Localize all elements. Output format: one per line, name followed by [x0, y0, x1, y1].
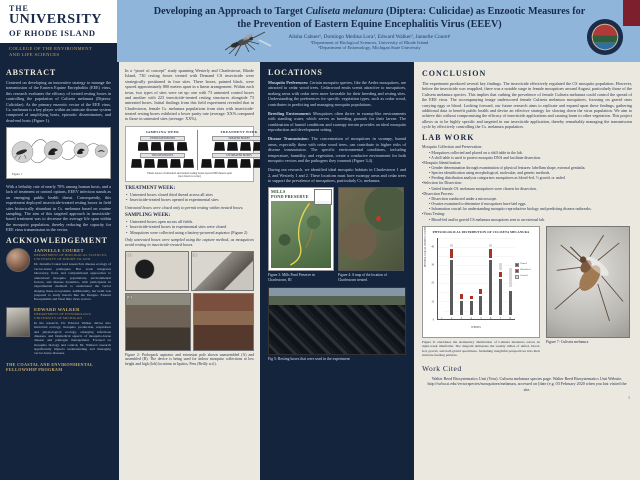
locations-paragraph-4: During our research, we identified ideal mosquito habitats in Charlestown 1 and 2, and Westerly 1 and 2. These locations must have swampy areas and cedar trees to support the prevalence of mosquitoes, particularly Cs. melanura. — [268, 167, 406, 183]
acknowledgement-person-couret — [6, 248, 111, 301]
bar-segment — [439, 314, 444, 316]
treatment-week-list — [125, 192, 254, 203]
conclusion-heading: CONCLUSION — [422, 69, 487, 78]
bar-segment — [459, 300, 464, 316]
diagram-panel-treatment: TREATMENT WEEK TREATED BOXES UNTREATED BOXES — [197, 130, 262, 170]
figure2-photo-c2 — [193, 293, 254, 351]
figure7-caption: Figure 7: Culiseta melanura — [546, 339, 589, 344]
list-item: • Untreated boxes open across all fields. — [125, 219, 254, 224]
y-tick-label: 30 — [431, 263, 434, 267]
legend-color-chip — [515, 275, 519, 279]
lab-work-list — [422, 145, 632, 222]
affiliation-2: ²Department of Entomology, Michigan State University — [318, 45, 421, 51]
bar-segment — [469, 300, 474, 316]
locations-paragraph-2: Breeding Environment: Mosquitoes often thrive in swamp-like environments with standing water, which serves as breeding grounds for their larvae. The combination of humid conditions and swampy terrain provides an ideal mosquito reproduction and development setting. — [268, 110, 406, 132]
legend-label: Unfed — [520, 262, 527, 266]
bar-segment — [449, 248, 454, 258]
diagram-caption: Visual layout of untreated and treated resting boxes spaced 800 meters apart (not drawn to scale) — [146, 171, 233, 179]
locations-heading: LOCATIONS — [268, 68, 323, 77]
resting-box-protocol-diagram — [125, 126, 258, 182]
figure2-photo-c: (C) — [125, 293, 191, 351]
figure2-aspirator-photos — [125, 251, 254, 351]
lab-work-line: • Dissection conducted under a microscope. — [429, 196, 498, 201]
title-block — [117, 0, 622, 62]
bar-column — [469, 238, 474, 320]
lab-work-line: •Mosquito Identification: — [422, 160, 462, 165]
figure6-bar-chart — [422, 226, 540, 338]
map-legend-inset — [314, 189, 332, 205]
bar-column — [478, 238, 483, 320]
list-item: • Mosquitoes were collected using a battery-powered aspirator (Figure 2) — [125, 230, 254, 235]
list-item: • Insecticide-treated boxes opened in experimental sites — [125, 197, 254, 202]
bar-segment — [478, 295, 483, 316]
abstract-heading: ABSTRACT — [6, 68, 56, 77]
box-row — [201, 159, 262, 168]
bar-segment — [498, 262, 503, 271]
couret-bio: Dr. Jannelle Couret lead research in disease ecology of vector-borne pathogens. Her work integrates laboratory, field, and computational approaches to understand mosquito populations, environmental factors, and disease dynamics, with participants in experimental methods to understand the vector shaping these ecosystems. Additionally, her team was prepared to study insects like the Dengue, Eastern Encephalitis and West Nile virus vectors. — [34, 262, 111, 302]
bar-segment — [498, 278, 503, 316]
corner-accent — [623, 0, 640, 26]
bar-x-tick: 8 — [509, 316, 511, 320]
authors-line: Alisha Cabuer¹, Domingo Medina Lora¹, Edward Walker², Jannelle Couret¹ — [288, 33, 451, 40]
box-row — [131, 159, 194, 168]
fellowship-program-label: THE COASTAL AND ENVIRONMENTAL FELLOWSHIP PROGRAM — [6, 361, 93, 373]
chart-legend — [515, 263, 538, 281]
sampling-week-note: Only untreated boxes were sampled using the capture method, as mosquitoes avoid resting in insecticide-treated boxes. — [125, 236, 254, 248]
lab-work-line: • A chill table is used to protect mosquito DNA and facilitate dissection. — [429, 155, 541, 160]
figure4-caption: Figure 4: A map of the location of Charlestown treated. — [338, 273, 387, 283]
figure1-label: Figure 1 — [11, 172, 23, 177]
abstract-paragraph-2: With a lethality rate of nearly 70% among human hosts, and a lack of treatment or control options, EEEV infection stands as an emerging public health threat. Consequently, this experiment deployed insecticide-treated resting boxes in field sites historically abundant in Cs. melanura based on routine sampling. The aim of this targeted approach in insecticide-based treatment was to decrease the average life span within the mosquito population, thereby reducing the capacity for EEE virus transmission in the vector. — [6, 184, 111, 232]
lab-work-line: •Dissection Process: — [422, 191, 454, 196]
lab-work-line: •Virus Testing: — [422, 212, 446, 217]
walker-department: DEPARTMENT OF ENTOMOLOGY, UNIVERSITY OF MICHIGAN — [34, 311, 92, 320]
bar-segment — [459, 293, 464, 300]
lab-work-line: • Unfed female CS. melanura mosquitoes were chosen for dissection. — [429, 186, 537, 191]
legend-item — [515, 263, 538, 267]
figure3-caption: Figure 3: Mills Pond Preserve in Charlestown, RI — [268, 273, 315, 283]
university-logo — [0, 0, 117, 43]
bar-segment — [449, 259, 454, 316]
figure2-photo-b: (B) — [191, 251, 255, 291]
lab-work-line: •Selection for Dissection: — [422, 181, 462, 186]
poster-header — [0, 0, 640, 62]
page-number: 3 — [627, 395, 630, 401]
bar-segment — [488, 259, 493, 316]
conclusion-paragraph: The experiment produced several key findings. The insecticide effectively regulated the CS mosquito population. However, before the insecticide was reapplied, there was a notable surge in female mosquitoes around August, particularly those of the Culiseta melanura species. This implies that curbing the prevalence of female Culiseta melanura could control the spread of the EEE virus. The accompanying image underscored female Culiseta melanura mosquitoes, focusing on gravid ones carrying eggs or blood. Looking forward, our future research aims to replicate and expand upon these findings, gathering additional data to benefit public health and devise an effective strategy for slowing down the virus population. We aim to achieve this without compromising the efficacy of insecticide applications and causing harm to other vegetation. This project allows us to be highly specific and targeted in our insecticide application, thereby remarkably managing the transmission cycle by effectively controlling the Cs. melanura population. — [422, 81, 632, 129]
bar-segment — [478, 288, 483, 295]
box-row — [131, 142, 194, 151]
bar-x-tick: 1 — [441, 316, 443, 320]
work-cited-heading: Work Cited — [422, 363, 462, 373]
figure5-resting-boxes-photo — [268, 287, 406, 355]
lab-work-line: • Ovaries examined to determine if mosquitoes have laid eggs. — [429, 202, 527, 207]
locations-paragraph-3: Disease Transmission: The concentration of mosquitoes in swampy, humid areas, especially those with cedar wood trees, can contribute to higher risks of disease transmission. The specific environmental conditions, including temperature, humidity, and vegetation, create a conducive environment for both mosquito vectors and the pathogens they transmit (Figure 3,4). — [268, 136, 407, 163]
figure7-mosquito-photo — [546, 226, 630, 338]
legend-label: Blood-fed — [520, 268, 531, 272]
lab-work-line: Mosquito Collection and Preservation: — [422, 145, 483, 150]
column-conclusion-labwork — [412, 62, 640, 480]
poster-title: Developing an Approach to Target Culiseta melanura (Diptera: Culicidae) as Enzootic Measures for the Prevention of Eastern Equine Encephalitis Virus (EEEV) — [153, 6, 586, 30]
list-item: • Untreated boxes closed third thread across all sites — [125, 192, 254, 197]
figure3-trail-map — [268, 187, 334, 271]
couret-name: JANNELLE COURET — [34, 248, 84, 254]
bar-x-tick: 4 — [470, 316, 472, 320]
bar-x-tick: 2 — [450, 316, 453, 320]
acknowledgement-person-walker — [6, 307, 111, 356]
bar-x-tick: 3 — [460, 316, 463, 320]
bar-column — [439, 238, 444, 320]
chart-y-axis-label: PHYSIOLOGICAL STATUS COUNT — [424, 226, 427, 267]
lab-work-line: • Gender determination through examination of physical features: labellum shape, external genitalia. — [429, 166, 586, 170]
work-cited-citation: Walter Reed Biosystematics Unit (Year). Culiseta melanura species page. Walter Reed Biosystematics Unit Website, http://wrbu.si.edu/vectorspecies/mosquitoes/melanura, accessed on [date (e.g. 03 February 2020 when you last visited the site. — [427, 375, 627, 392]
treatment-week-note: Untreated boxes were closed only to permit resting within treated boxes. — [125, 204, 244, 210]
column-abstract — [0, 62, 117, 480]
locations-paragraph-1: Mosquito Preferences: Certain mosquito species, like the Aedes mosquitoes, are attracted to cedar wood trees. Cedarwood emits scents attractive to mosquitoes, making areas with cedar trees more favorable for their breeding and resting sites. Understanding the preferences for specific vegetation types, such as cedar wood, contributes to predicting and managing mosquito populations. — [268, 80, 407, 107]
walker-portrait-photo — [6, 307, 30, 337]
box-row — [201, 142, 262, 151]
diagram-panel-sampling: SAMPLING WEEK UNTREATED BOXES TREATED BOXES — [128, 130, 197, 170]
bar-column — [488, 238, 493, 320]
bar-segment — [508, 290, 513, 316]
column-locations — [262, 62, 412, 480]
sampling-week-list — [125, 219, 254, 235]
y-tick-label: 0 — [432, 318, 434, 322]
figure6-caption: Figure 6: elucidates the elementary distribution of Culiseta melanura across an eight-week timeframe. The diagram delineates the weekly tallies of unfed, blood-fed, gravid, and half-gravid specimens, furnishing insightful perspectives into their intricate feeding patterns. — [422, 339, 540, 358]
walker-bio: In his research, Dr. Edward Walker delves into microbial ecology, mosquito production, respiration and physiological ecology, emerging infectious diseases, and biomedical aspects of mosquito-borne disease and pathogen management. Focused on mosquito biology and control, Dr. Walker's research significantly impacts understanding and managing vector-borne diseases. — [34, 320, 111, 356]
figure4-satellite-map — [338, 187, 404, 271]
logo-line-university: UNIVERSITY — [9, 12, 102, 27]
acknowledgement-heading: ACKNOWLEDGEMENT — [6, 236, 108, 246]
figure1-transmission-cycle-diagram — [6, 127, 111, 179]
affiliation-1: ¹Department of Biological Sciences, University of Rhode Island — [310, 39, 429, 45]
lab-work-line: • Blood-fed and/or gravid CS melanura mosquitoes sent to an external lab. — [429, 217, 545, 222]
bar-segment — [488, 248, 493, 258]
column-methods — [117, 62, 262, 480]
bar-x-tick: 5 — [480, 316, 482, 320]
methods-intro: In a “proof of concept” study spanning Westerly and Charlestown, Rhode Island, 730 resting boxes treated with Demand CS insecticide were strategically positioned in four sites. These boxes, painted black, were spaced approximately 800 meters apart in a linear arrangement. Within each town, two types of sites were set up: one with 73 untreated control boxes and another with 223 insecticide-treated resting structures alongside 73 untreated boxes. Initial findings from this field experiment revealed that in Charlestown, female Cs. melanura populations from sites with insecticide-treated resting boxes exhibited a lower parity rate (average: XX% compared to those in untreated sites (average: XX%). — [125, 68, 254, 122]
species-name-italic: Culiseta melanura — [305, 6, 384, 17]
y-tick-label: 20 — [431, 281, 434, 285]
poster-body — [0, 62, 640, 480]
bar-column — [498, 238, 503, 320]
bar-column — [449, 238, 454, 320]
bar-x-tick: 6 — [489, 316, 492, 320]
legend-item — [515, 275, 538, 279]
treatment-week-heading: TREATMENT WEEK: — [125, 186, 176, 191]
list-item: • Insecticide-treated boxes in experimental sites were closed — [125, 224, 254, 229]
chart-title: PHYSIOLOGICAL DISTRIBUTION OF CULISETA MELANURA — [432, 229, 530, 234]
map-pin-icon — [375, 215, 382, 222]
chart-bars — [437, 238, 515, 320]
y-tick-label: 40 — [431, 245, 434, 249]
legend-color-chip — [515, 269, 519, 273]
lab-work-line: • Species identification using morphological, molecular, and genetic methods. — [429, 171, 551, 176]
couret-portrait-photo — [6, 248, 30, 272]
legend-color-chip — [515, 263, 519, 267]
map-terrain — [271, 201, 331, 268]
bar-segment — [498, 271, 503, 278]
legend-label: Gravid — [520, 274, 528, 278]
lab-work-heading: LAB WORK — [422, 133, 475, 143]
abstract-paragraph-1: Centered on developing an innovative strategy to manage the transmission of the Eastern Equine Encephalitis (EEE) virus, this research evaluates the efficacy of treated resting boxes in controlling the population of Culiseta melanura (Diptera: Culicidae). As the primary enzootic vector of the EEE virus, Cs. melanura is a key player within an intricate disease system composed of amplifying hosts, epizootic disseminators, and dead-end hosts (Figure 1). — [6, 80, 111, 123]
lab-work-line: • Information crucial for understanding mosquito reproductive biology and predicting disease outbreaks. — [429, 207, 592, 212]
couret-department: DEPARTMENT OF BIOLOGICAL SCIENCES, UNIVERSITY OF RHODE ISLAND — [34, 253, 108, 262]
figure2-photo-a: (A) — [125, 251, 189, 291]
lab-work-line: • Feeding distribution analysis categorizes mosquitoes as blood-fed, ½ gravid, or unfed. — [429, 176, 566, 181]
chart-x-axis-label: WEEKS — [471, 325, 481, 329]
sampling-week-heading: SAMPLING WEEK: — [125, 212, 171, 218]
figure2-caption: Figure 2: Prokopack aspirator and extension pole shown unassembled (A) and assembled (B). The device is being used for indoor mosquito collections at low height and high (loft) locations in Iquitos, Peru (Reilly n.d.). — [125, 352, 254, 367]
logo-line-rhode-island: OF RHODE ISLAND — [9, 27, 96, 38]
bar-column — [459, 238, 464, 320]
logo-line-the: THE — [9, 4, 29, 13]
lab-work-line: • Mosquitoes collected and placed on a chill table in the lab. — [429, 150, 523, 155]
walker-name: EDWARD WALKER — [34, 306, 80, 312]
chart-y-ticks — [423, 238, 436, 320]
legend-item — [515, 269, 538, 273]
figure5-caption: Fig 5: Resting boxes that were used in the experiment — [268, 356, 350, 361]
bar-column — [508, 238, 513, 320]
map-title: MILLS POND PRESERVE — [271, 189, 309, 199]
y-tick-label: 10 — [431, 300, 434, 303]
bar-x-tick: 7 — [499, 316, 502, 320]
bar-segment — [508, 267, 513, 288]
college-name: COLLEGE OF THE ENVIRONMENT AND LIFE SCIENCES — [0, 43, 117, 62]
